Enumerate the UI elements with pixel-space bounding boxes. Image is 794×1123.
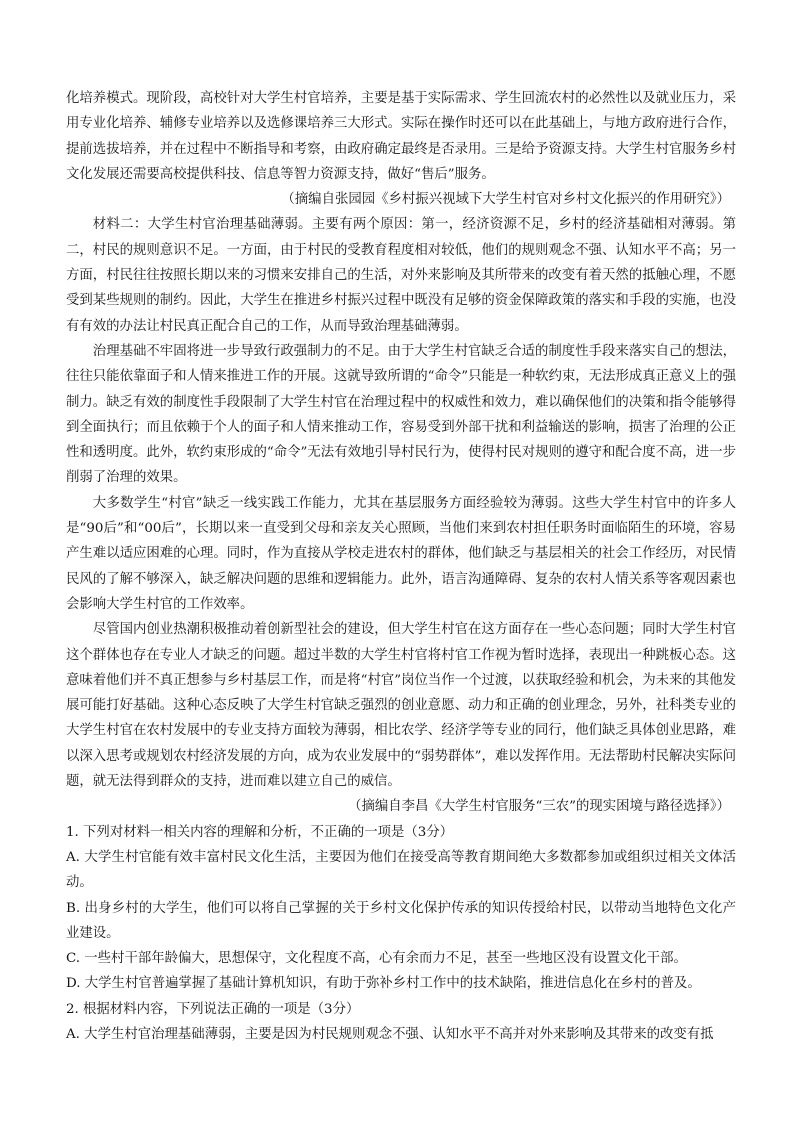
material2-paragraph-1: 材料二：大学生村官治理基础薄弱。主要有两个原因：第一，经济资源不足，乡村的经济基础相对薄弱。第二，村民的规则意识不足。一方面，由于村民的受教育程度相对较低，他们的规则观念不强、认知水平不高；另一方面，村民往往按照长期以来的习惯来安排自己的生活，对外来影响及其所带来的改变有着天然的抵触心理，不愿受到某些规则的制约。因此，大学生在推进乡村振兴过程中既没有足够的资金保障政策的落实和手段的实施，也没有有效的办法让村民真正配合自己的工作，从而导致治理基础薄弱。 — [66, 217, 736, 334]
question-1-option-a: A. 大学生村官能有效丰富村民文化生活，主要因为他们在接受高等教育期间绝大多数都参加或组织过相关文体活动。 — [66, 849, 736, 891]
question-1-option-d: D. 大学生村官普遍掌握了基础计算机知识，有助于弥补乡村工作中的技术缺陷，推进信息化在乡村的普及。 — [66, 976, 701, 992]
material1-source: （摘编自张园园《乡村振兴视域下大学生村官对乡村文化振兴的作用研究》） — [281, 192, 730, 208]
question-2-stem: 2. 根据材料内容，下列说法正确的一项是（3分） — [66, 1001, 360, 1017]
material2-paragraph-3: 大多数学生“村官”缺乏一线实践工作能力，尤其在基层服务方面经验较为薄弱。这些大学生村官中的许多人是“90后”和“00后”，长期以来一直受到父母和亲友关心照顾，当他们来到农村担任职务时面临陌生的环境，容易产生难以适应困难的心理。同时，作为直接从学校走进农村的群体，他们缺乏与基层相关的社会工作经历，对民情民风的了解不够深入，缺乏解决问题的思维和逻辑能力。此外，语言沟通障碍、复杂的农村人情关系等客观因素也会影响大学生村官的工作效率。 — [66, 495, 736, 612]
question-1-option-c: C. 一些村干部年龄偏大，思想保守，文化程度不高，心有余而力不足，甚至一些地区没有设置文化干部。 — [66, 951, 687, 967]
material2-paragraph-4: 尽管国内创业热潮积极推动着创新型社会的建设，但大学生村官在这方面存在一些心态问题；同时大学生村官这个群体也存在专业人才缺乏的问题。超过半数的大学生村官将村官工作视为暂时选择，表现出一种跳板心态。这意味着他们并不真正想参与乡村基层工作，而是将“村官”岗位当作一个过渡，以获取经验和机会，为未来的其他发展可能打好基础。这种心态反映了大学生村官缺乏强烈的创业意愿、动力和正确的创业理念，另外，社科类专业的大学生村官在农村发展中的专业支持方面较为薄弱，相比农学、经济学等专业的同行，他们缺乏具体创业思路，难以深入思考或规划农村经济发展的方向，成为农业发展中的“弱势群体”，难以发挥作用。无法帮助村民解决实际问题，就无法得到群众的支持，进而难以建立自己的威信。 — [66, 622, 736, 790]
question-1-stem: 1. 下列对材料一相关内容的理解和分析，不正确的一项是（3分） — [66, 824, 454, 840]
material1-continuation: 化培养模式。现阶段，高校针对大学生村官培养，主要是基于实际需求、学生回流农村的必然性以及就业压力，采用专业化培养、辅修专业培养以及选修课培养三大形式。实际在操作时还可以在此基础上，与地方政府进行合作，提前选拔培养，并在过程中不断指导和考察，由政府确定最终是否录用。三是给予资源支持。大学生村官服务乡村文化发展还需要高校提供科技、信息等智力资源支持，做好“售后”服务。 — [66, 91, 736, 182]
material2-source: （摘编自李昌《大学生村官服务“三农”的现实困境与路径选择》） — [348, 799, 730, 815]
question-2-option-a: A. 大学生村官治理基础薄弱，主要是因为村民规则观念不强、认知水平不高并对外来影响及其带来的改变有抵 — [66, 1026, 714, 1042]
exam-page — [66, 86, 736, 1047]
question-1-option-b: B. 出身乡村的大学生，他们可以将自己掌握的关于乡村文化保护传承的知识传授给村民，以带动当地特色文化产业建设。 — [66, 900, 736, 941]
material2-paragraph-2: 治理基础不牢固将进一步导致行政强制力的不足。由于大学生村官缺乏合适的制度性手段来落实自己的想法，往往只能依靠面子和人情来推进工作的开展。这就导致所谓的“命令”只能是一种软约束，无法形成真正意义上的强制力。缺乏有效的制度性手段限制了大学生村官在治理过程中的权威性和效力，难以确保他们的决策和指令能够得到全面执行；而且依赖于个人的面子和人情来推动工作，容易受到外部干扰和利益输送的影响，损害了治理的公正性和透明度。此外，软约束形成的“命令”无法有效地引导村民行为，使得村民对规则的遵守和配合度不高，进一步削弱了治理的效果。 — [66, 343, 736, 486]
